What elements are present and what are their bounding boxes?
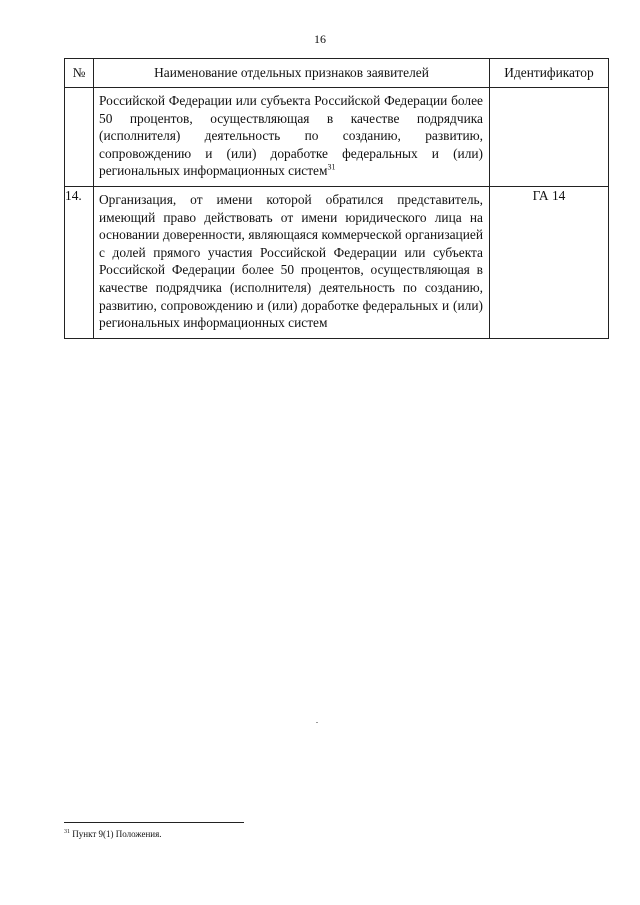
header-id: Идентификатор <box>490 59 609 88</box>
footnote-separator <box>64 822 244 823</box>
footnote-mark: 31 <box>64 829 70 835</box>
scan-speck <box>316 722 318 723</box>
row-description-text: Российской Федерации или субъекта Российской Федерации более 50 процентов, осуществляющая в качестве подрядчика (исполнителя) деятельность по созданию, развитию, сопровождению и (или) доработке федеральных и (или) региональных информационных систем <box>99 93 483 179</box>
row-identifier: ГА 14 <box>490 186 609 338</box>
page-number: 16 <box>314 32 326 46</box>
footnote-reference: 31 <box>327 162 336 172</box>
row-number: 14. <box>65 186 94 338</box>
criteria-table <box>64 58 609 339</box>
row-description <box>94 186 490 338</box>
row-identifier <box>490 88 609 187</box>
header-name: Наименование отдельных признаков заявителей <box>94 59 490 88</box>
header-num: № <box>65 59 94 88</box>
row-description <box>94 88 490 187</box>
footnote <box>64 829 162 839</box>
row-number <box>65 88 94 187</box>
table-row <box>65 88 609 187</box>
table-header-row <box>65 59 609 88</box>
row-description-text: Организация, от имени которой обратился представитель, имеющий право действовать от имени юридического лица на основании доверенности, являющаяся коммерческой организацией с долей прямого участия Российской Федерации или субъекта Российской Федерации более 50 процентов, осуществляющая в качестве подрядчика (исполнителя) деятельность по созданию, развитию, сопровождению и (или) доработке федеральных и (или) региональных информационных систем <box>99 191 483 331</box>
footnote-text: Пункт 9(1) Положения. <box>72 829 162 839</box>
table-row <box>65 186 609 338</box>
